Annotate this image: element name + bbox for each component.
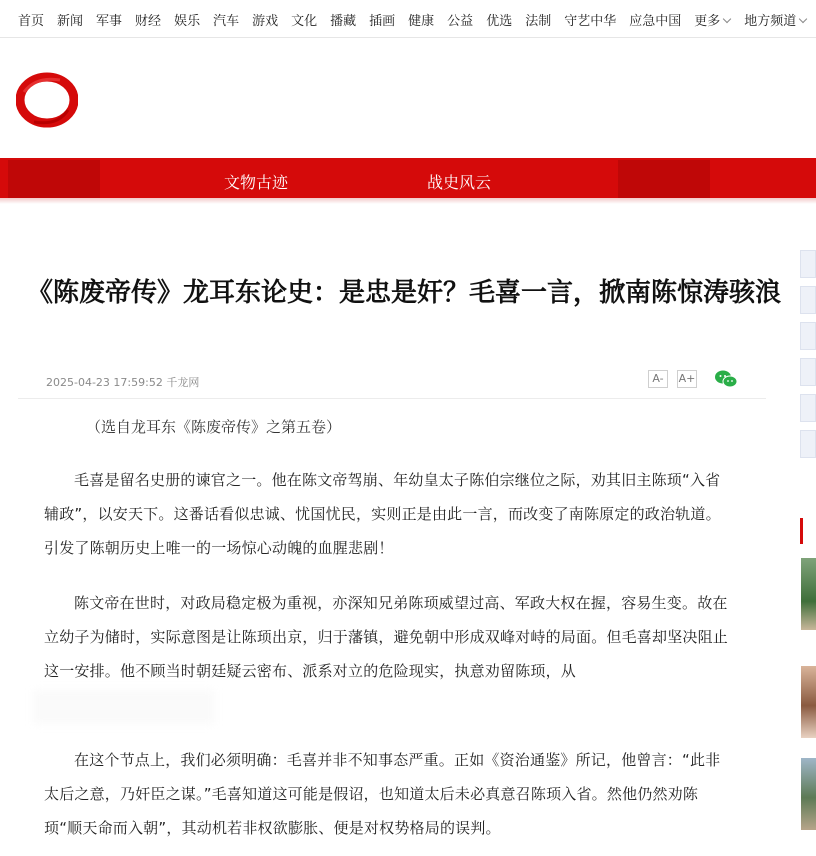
nav-illustration[interactable]: 插画 [369,13,396,29]
channel-bar [0,158,816,200]
article-meta: 2025-04-23 17:59:52 千龙网 [46,376,200,389]
nav-legal[interactable]: 法制 [525,13,552,29]
nav-more-label: 更多 [694,13,721,29]
tab-war-history[interactable]: 战史风云 [427,173,492,192]
sidebar-link[interactable] [800,430,816,458]
article-title: 《陈废帝传》龙耳东论史：是忠是奸？毛喜一言，掀南陈惊涛骇浪 [26,278,781,308]
paragraph: 在这个节点上，我们必须明确：毛喜并非不知事态严重。正如《资治通鉴》所记，他曾言：“此非太后之意，乃奸臣之谋。”毛喜知道这可能是假诏，也知道太后未必真意召陈顼入省。然他仍然劝陈顼“顺天命而入朝”，其动机若非权欲膨胀、便是对权势格局的误判。 [44,751,721,837]
chevron-down-icon [723,14,731,22]
sidebar-link[interactable] [800,394,816,422]
nav-collection[interactable]: 播藏 [330,13,357,29]
sidebar-link[interactable] [800,286,816,314]
nav-local-label: 地方频道 [744,13,797,29]
sidebar-link[interactable] [800,322,816,350]
nav-local[interactable] [744,10,806,29]
nav-home[interactable]: 首页 [18,13,45,29]
site-logo[interactable] [16,72,78,128]
channel-block [618,160,710,198]
thumbnail-image[interactable] [801,558,816,630]
nav-more[interactable] [694,10,730,29]
sidebar-link[interactable] [800,358,816,386]
nav-games[interactable]: 游戏 [252,13,279,29]
font-increase-button[interactable]: A+ [677,370,697,388]
channel-shadow [0,198,816,204]
sidebar-link[interactable] [800,250,816,278]
section-marker [800,518,803,544]
nav-military[interactable]: 军事 [96,13,123,29]
font-decrease-button[interactable]: A- [648,370,668,388]
thumbnail-image[interactable] [801,758,816,830]
nav-culture[interactable]: 文化 [291,13,318,29]
wechat-icon[interactable] [714,369,738,389]
nav-finance[interactable]: 财经 [135,13,162,29]
meta-divider [18,398,766,399]
nav-selection[interactable]: 优选 [486,13,513,29]
article-tools [648,369,738,389]
paragraph: 陈文帝在世时，对政局稳定极为重视，亦深知兄弟陈顼威望过高、军政大权在握，容易生变。故在立幼子为储时，实际意图是让陈顼出京，归于藩镇，避免朝中形成双峰对峙的局面。但毛喜却坚决阻止这一安排。他不顾当时朝廷疑云密布、派系对立的危险现实，执意劝留陈顼，从 [44,594,729,680]
thumbnail-image[interactable] [801,666,816,738]
nav-heritage[interactable]: 守艺中华 [564,13,617,29]
nav-charity[interactable]: 公益 [447,13,474,29]
chevron-down-icon [799,14,807,22]
channel-block [8,160,100,198]
paragraph: 毛喜是留名史册的谏官之一。他在陈文帝驾崩、年幼皇太子陈伯宗继位之际，劝其旧主陈顼“入省辅政”，以安天下。这番话看似忠诚、忧国忧民，实则正是由此一言，而改变了南陈原定的政治轨道。引发了陈朝历史上唯一的一场惊心动魄的血腥悲剧！ [44,471,721,557]
nav-news[interactable]: 新闻 [57,13,84,29]
blurred-text [34,690,214,724]
tab-relics[interactable]: 文物古迹 [224,173,289,192]
nav-entertainment[interactable]: 娱乐 [174,13,201,29]
top-nav [0,0,816,38]
article-caption: （选自龙耳东《陈废帝传》之第五卷） [86,418,342,436]
nav-health[interactable]: 健康 [408,13,435,29]
right-sidebar [800,250,816,856]
nav-auto[interactable]: 汽车 [213,13,240,29]
nav-emergency[interactable]: 应急中国 [629,13,682,29]
